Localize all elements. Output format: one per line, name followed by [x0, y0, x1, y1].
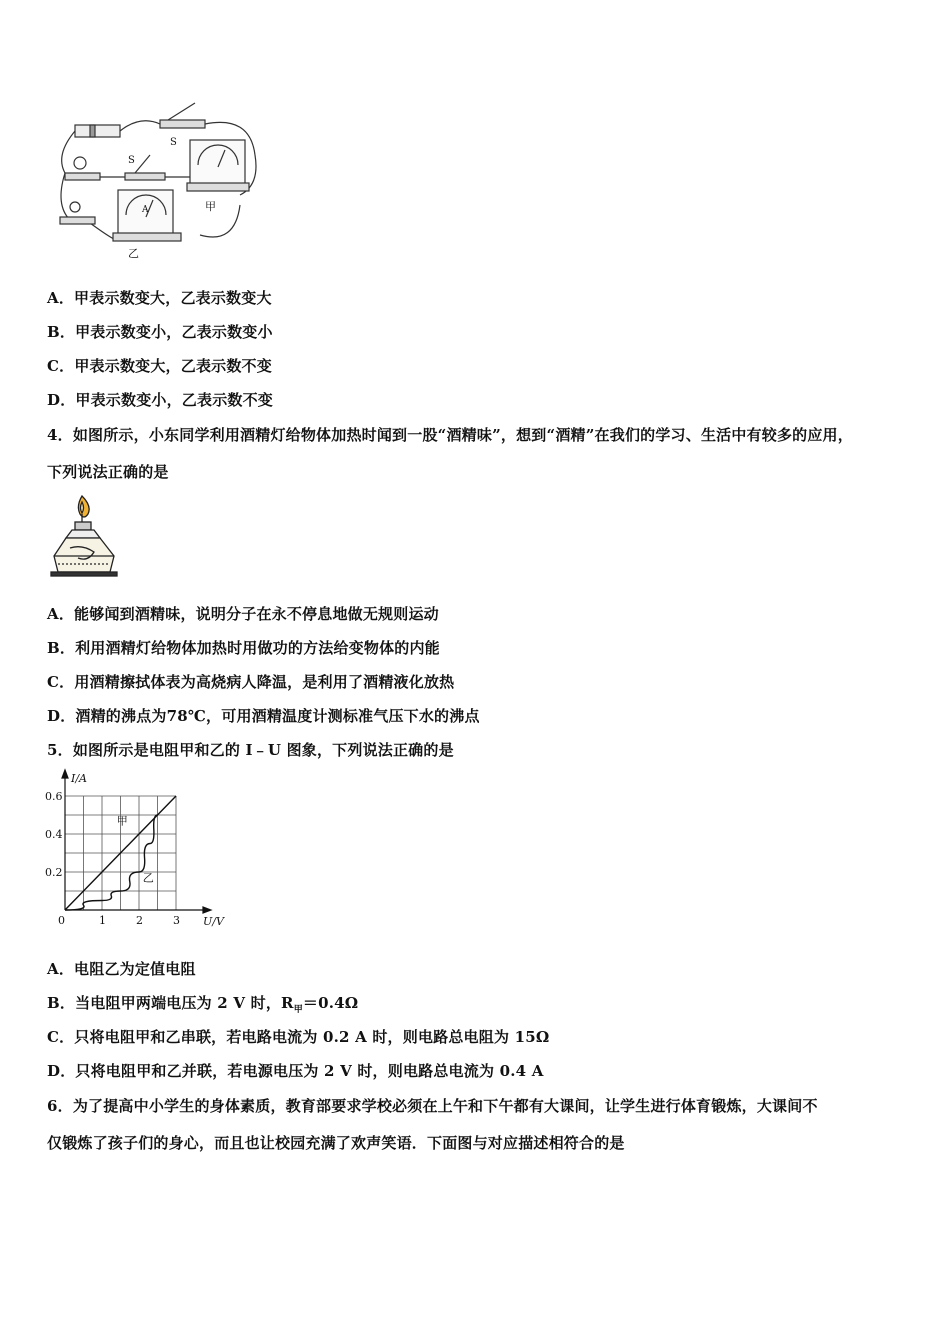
q5-option-b — [47, 992, 358, 1015]
q3-option-c: C．甲表示数变大，乙表示数不变 — [47, 357, 272, 375]
x-tick-label: 0 — [58, 914, 65, 927]
q4-stem-line2: 下列说法正确的是 — [47, 463, 169, 481]
figure-label-s1: S — [170, 137, 177, 148]
alcohol-lamp-figure — [48, 492, 120, 578]
y-tick-label: 0.4 — [45, 828, 63, 841]
iu-chart-svg — [40, 768, 224, 928]
x-tick-label: 3 — [173, 914, 180, 927]
q5-option-b-subscript: 甲 — [293, 1005, 303, 1015]
figure-label-a: A — [142, 205, 149, 215]
y-tick-label: 0.6 — [45, 790, 63, 803]
x-tick-label: 2 — [136, 914, 143, 927]
x-axis-label: U/V — [203, 915, 224, 928]
q5-option-d-text: D．只将电阻甲和乙并联，若电源电压为 2 V 时，则电路总电流为 0.4 A — [47, 1062, 544, 1080]
q5-option-a — [47, 958, 196, 979]
q6-stem-line2: 仅锻炼了孩子们的身心，而且也让校园充满了欢声笑语．下面图与对应描述相符合的是 — [47, 1134, 625, 1152]
series-label-jia: 甲 — [116, 814, 128, 828]
q4-option-d: D．酒精的沸点为78℃，可用酒精温度计测标准气压下水的沸点 — [47, 707, 480, 725]
q3-option-a: A．甲表示数变大，乙表示数变大 — [47, 289, 272, 307]
q5-stem: 5．如图所示是电阻甲和乙的 I﹣U 图象，下列说法正确的是 — [47, 741, 454, 759]
q5-option-a-text: A．电阻乙为定值电阻 — [47, 960, 196, 978]
q4-option-c: C．用酒精擦拭体表为高烧病人降温，是利用了酒精液化放热 — [47, 673, 455, 691]
q4-option-b: B．利用酒精灯给物体加热时用做功的方法给变物体的内能 — [47, 639, 440, 657]
q6-stem-line1: 6．为了提高中小学生的身体素质，教育部要求学校必须在上午和下午都有大课间，让学生进行体育锻炼，大课间不 — [47, 1097, 818, 1115]
q5-option-b-value: ＝0.4Ω — [302, 994, 359, 1012]
q5-option-d — [47, 1060, 544, 1081]
series-label-yi: 乙 — [142, 871, 154, 885]
x-tick-label: 1 — [99, 914, 106, 927]
iu-chart — [40, 768, 224, 928]
q4-option-a: A．能够闻到酒精味，说明分子在永不停息地做无规则运动 — [47, 605, 439, 623]
y-tick-label: 0.2 — [45, 866, 63, 879]
figure-label-jia: 甲 — [205, 200, 216, 213]
q3-option-b: B．甲表示数变小，乙表示数变小 — [47, 323, 273, 341]
q3-option-d: D．甲表示数变小，乙表示数不变 — [47, 391, 274, 409]
q5-option-b-text: B．当电阻甲两端电压为 2 V 时，R — [47, 994, 294, 1012]
q5-option-c — [47, 1026, 549, 1047]
x-axis-arrow — [203, 907, 211, 913]
figure-label-s2: S — [128, 155, 135, 166]
y-axis-label: I/A — [71, 772, 87, 785]
q4-stem-line1: 4．如图所示，小东同学利用酒精灯给物体加热时闻到一股“酒精味”，想到“酒精”在我们的学习、生活中有较多的应用， — [47, 426, 853, 444]
figure-label-yi: 乙 — [128, 247, 139, 260]
circuit-figure — [50, 95, 270, 265]
q5-option-c-text: C．只将电阻甲和乙串联，若电路电流为 0.2 A 时，则电路总电阻为 15Ω — [47, 1028, 550, 1046]
y-axis-arrow — [62, 770, 68, 778]
